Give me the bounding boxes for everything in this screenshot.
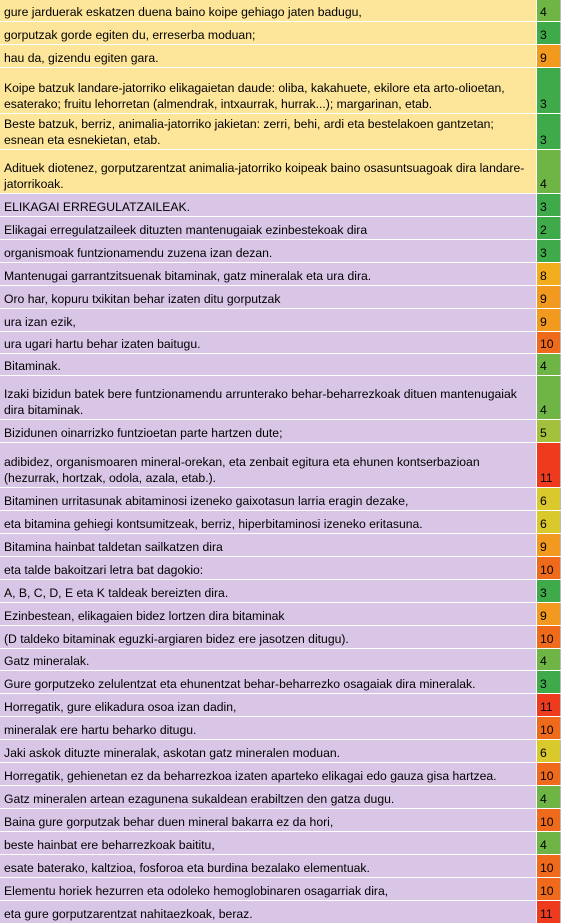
- sentence-cell: [0, 114, 537, 149]
- table-row: [0, 534, 567, 557]
- sentence-cell: [0, 217, 537, 239]
- sentence-text: beste hainbat ere beharrezkoak baititu,: [4, 838, 215, 853]
- score-cell: [537, 45, 561, 67]
- sentence-cell: [0, 45, 537, 67]
- sentence-text: Elikagai erregulatzaileek dituzten mantenugaiak ezinbestekoak dira: [4, 223, 368, 238]
- score-value: 10: [540, 769, 554, 783]
- score-cell: [537, 649, 561, 670]
- sentence-text: Ezinbestean, elikagaien bidez lortzen dira bitaminak: [4, 609, 285, 624]
- sentence-text: esate baterako, kaltzioa, fosforoa eta burdina bezalako elementuak.: [4, 861, 370, 876]
- sentence-cell: [0, 832, 537, 854]
- sentence-cell: [0, 443, 537, 487]
- score-cell: [537, 68, 561, 113]
- sentence-cell: [0, 332, 537, 353]
- table-row: [0, 694, 567, 717]
- sentence-text: adibidez, organismoaren mineral-orekan, eta zenbait egitura eta ehunen kontserbazioan (hezurrak, hortzak, odola, azala, etab.).: [4, 454, 480, 486]
- score-value: 5: [540, 426, 547, 440]
- table-row: [0, 114, 567, 150]
- score-value: 4: [540, 5, 547, 19]
- sentence-cell: [0, 809, 537, 831]
- sentence-cell: [0, 22, 537, 44]
- sentence-cell: [0, 376, 537, 419]
- score-cell: [537, 332, 561, 353]
- sentence-cell: [0, 649, 537, 670]
- table-row: [0, 354, 567, 376]
- score-value: 10: [540, 337, 554, 351]
- score-value: 8: [540, 269, 547, 283]
- sentence-text: eta bitamina gehiegi kontsumitzeak, berriz, hiperbitaminosi izeneko eritasuna.: [4, 517, 423, 532]
- sentence-text: Elementu horiek hezurren eta odoleko hemoglobinaren osagarriak dira,: [4, 884, 389, 899]
- table-row: [0, 240, 567, 263]
- score-cell: [537, 114, 561, 149]
- sentence-cell: [0, 763, 537, 785]
- sentence-text: Bitaminak.: [4, 359, 61, 374]
- sentence-cell: [0, 740, 537, 762]
- sentence-text: Jaki askok dituzte mineralak, askotan gatz mineralen moduan.: [4, 746, 341, 761]
- score-cell: [537, 22, 561, 44]
- score-cell: [537, 240, 561, 262]
- score-cell: [537, 0, 561, 21]
- sentence-text: organismoak funtzionamendu zuzena izan dezan.: [4, 246, 273, 261]
- table-row: [0, 649, 567, 671]
- score-cell: [537, 150, 561, 193]
- table-row: [0, 855, 567, 878]
- table-row: [0, 309, 567, 332]
- score-value: 3: [540, 200, 547, 214]
- sentence-text: Koipe batzuk landare-jatorriko elikagaietan daude: oliba, kakahuete, ekilore eta arto-olioetan, esaterako; fruitu lehorretan (almendrak, intxaurrak, hurrak...); margarinan, etab.: [4, 80, 505, 112]
- sentence-cell: [0, 68, 537, 113]
- sentence-text: hau da, gizendu egiten gara.: [4, 51, 159, 66]
- sentence-cell: [0, 603, 537, 625]
- sentence-text: Beste batzuk, berriz, animalia-jatorriko jakietan: zerri, behi, ardi eta bestelakoen gantzetan; esnean eta esnekietan, etab.: [4, 116, 494, 148]
- score-value: 4: [540, 654, 547, 668]
- sentence-text: gure jarduerak eskatzen duena baino koipe gehiago jaten badugu,: [4, 5, 362, 20]
- sentence-text: mineralak ere hartu beharko ditugu.: [4, 723, 197, 738]
- sentence-cell: [0, 263, 537, 285]
- score-cell: [537, 263, 561, 285]
- score-cell: [537, 488, 561, 510]
- sentence-cell: [0, 511, 537, 533]
- sentence-text: Izaki bizidun batek bere funtzionamendu arrunterako behar-beharrezkoak dituen mantenugaiak dira bitaminak.: [4, 386, 517, 418]
- score-value: 9: [540, 292, 547, 306]
- score-value: 10: [540, 632, 554, 646]
- sentence-text: ura izan ezik,: [4, 315, 76, 330]
- score-value: 6: [540, 517, 547, 531]
- sentence-text: Bitaminen urritasunak abitaminosi izeneko gaixotasun larria eragin dezake,: [4, 494, 409, 509]
- sentence-cell: [0, 194, 537, 216]
- score-cell: [537, 878, 561, 900]
- sentence-cell: [0, 534, 537, 556]
- table-row: [0, 150, 567, 194]
- sentence-text: Bizidunen oinarrizko funtzioetan parte hartzen dute;: [4, 426, 283, 441]
- sentence-text: Adituek diotenez, gorputzarentzat animalia-jatorriko koipeak baino osasuntsuagoak dira landare-jatorrikoak.: [4, 160, 525, 192]
- sentence-cell: [0, 580, 537, 602]
- score-cell: [537, 309, 561, 331]
- score-cell: [537, 580, 561, 602]
- score-cell: [537, 443, 561, 487]
- score-cell: [537, 354, 561, 375]
- score-value: 4: [540, 177, 547, 191]
- sentence-text: ura ugari hartu behar izaten baitugu.: [4, 337, 201, 352]
- sentence-text: ELIKAGAI ERREGULATZAILEAK.: [4, 200, 191, 215]
- sentence-cell: [0, 901, 537, 923]
- score-value: 4: [540, 792, 547, 806]
- sentence-text: gorputzak gorde egiten du, erreserba moduan;: [4, 28, 256, 43]
- score-value: 9: [540, 51, 547, 65]
- sentence-cell: [0, 309, 537, 331]
- score-value: 3: [540, 677, 547, 691]
- sentence-cell: [0, 786, 537, 808]
- table-row: [0, 580, 567, 603]
- table-row: [0, 332, 567, 354]
- score-value: 10: [540, 815, 554, 829]
- table-row: [0, 511, 567, 534]
- sentence-cell: [0, 150, 537, 193]
- score-cell: [537, 217, 561, 239]
- sentence-cell: [0, 286, 537, 308]
- table-row: [0, 557, 567, 580]
- sentence-cell: [0, 420, 537, 442]
- table-row: [0, 717, 567, 740]
- sentence-cell: [0, 717, 537, 739]
- score-cell: [537, 740, 561, 762]
- score-value: 4: [540, 359, 547, 373]
- table-row: [0, 194, 567, 217]
- score-value: 6: [540, 494, 547, 508]
- score-cell: [537, 717, 561, 739]
- sentence-text: Baina gure gorputzak behar duen mineral bakarra ez da hori,: [4, 815, 334, 830]
- sentence-text: Gatz mineralen artean ezagunena sukaldean erabiltzen den gatza dugu.: [4, 792, 395, 807]
- sentence-cell: [0, 855, 537, 877]
- score-cell: [537, 286, 561, 308]
- score-value: 10: [540, 861, 554, 875]
- sentence-text: Bitamina hainbat taldetan sailkatzen dira: [4, 540, 223, 555]
- score-value: 3: [540, 28, 547, 42]
- table-row: [0, 263, 567, 286]
- score-value: 9: [540, 540, 547, 554]
- sentence-cell: [0, 488, 537, 510]
- score-value: 3: [540, 133, 547, 147]
- table-row: [0, 740, 567, 763]
- score-value: 11: [540, 907, 553, 921]
- table-row: [0, 901, 567, 924]
- score-value: 10: [540, 723, 554, 737]
- score-value: 3: [540, 97, 547, 111]
- score-value: 10: [540, 563, 554, 577]
- sentence-cell: [0, 0, 537, 21]
- sentence-cell: [0, 240, 537, 262]
- score-cell: [537, 626, 561, 648]
- score-value: 4: [540, 838, 547, 852]
- score-value: 11: [540, 700, 553, 714]
- sentence-text: Oro har, kopuru txikitan behar izaten ditu gorputzak: [4, 292, 281, 307]
- score-value: 9: [540, 315, 547, 329]
- table-row: [0, 626, 567, 649]
- sentence-text: (D taldeko bitaminak eguzki-argiaren bidez ere jasotzen ditugu).: [4, 632, 349, 647]
- sentence-text: Gure gorputzeko zelulentzat eta ehunentzat behar-beharrezko osagaiak dira mineralak.: [4, 677, 476, 692]
- table-row: [0, 878, 567, 901]
- table-row: [0, 45, 567, 68]
- score-cell: [537, 511, 561, 533]
- sentence-text: eta talde bakoitzari letra bat dagokio:: [4, 563, 204, 578]
- sentence-cell: [0, 626, 537, 648]
- sentence-text: Mantenugai garrantzitsuenak bitaminak, gatz mineralak eta ura dira.: [4, 269, 372, 284]
- sentence-cell: [0, 354, 537, 375]
- table-row: [0, 286, 567, 309]
- score-cell: [537, 534, 561, 556]
- table-row: [0, 786, 567, 809]
- sentence-text: A, B, C, D, E eta K taldeak bereizten dira.: [4, 586, 229, 601]
- score-value: 2: [540, 223, 547, 237]
- sentence-cell: [0, 671, 537, 693]
- table-row: [0, 443, 567, 488]
- table-row: [0, 809, 567, 832]
- table-row: [0, 68, 567, 114]
- score-value: 6: [540, 746, 547, 760]
- table-row: [0, 217, 567, 240]
- table-row: [0, 671, 567, 694]
- table-row: [0, 603, 567, 626]
- score-value: 4: [540, 403, 547, 417]
- score-cell: [537, 832, 561, 854]
- sentence-cell: [0, 694, 537, 716]
- sentence-text: Horregatik, gehienetan ez da beharrezkoa izaten aparteko elikagai edo gauza gisa hartzea.: [4, 769, 497, 784]
- score-cell: [537, 786, 561, 808]
- sentence-cell: [0, 878, 537, 900]
- sentence-text: Horregatik, gure elikadura osoa izan dadin,: [4, 700, 237, 715]
- score-cell: [537, 420, 561, 442]
- sentence-text: eta gure gorputzarentzat nahitaezkoak, beraz.: [4, 907, 253, 922]
- table-row: [0, 420, 567, 443]
- score-value: 9: [540, 609, 547, 623]
- score-cell: [537, 901, 561, 923]
- score-value: 11: [540, 471, 553, 485]
- score-cell: [537, 809, 561, 831]
- table-row: [0, 0, 567, 22]
- table-row: [0, 488, 567, 511]
- table-row: [0, 832, 567, 855]
- table-row: [0, 376, 567, 420]
- score-cell: [537, 694, 561, 716]
- score-cell: [537, 376, 561, 419]
- table-row: [0, 22, 567, 45]
- sentence-text: Gatz mineralak.: [4, 654, 90, 669]
- score-cell: [537, 763, 561, 785]
- score-value: 3: [540, 586, 547, 600]
- score-cell: [537, 194, 561, 216]
- score-value: 10: [540, 884, 554, 898]
- score-cell: [537, 855, 561, 877]
- score-value: 3: [540, 246, 547, 260]
- score-cell: [537, 557, 561, 579]
- sentence-cell: [0, 557, 537, 579]
- table-row: [0, 763, 567, 786]
- score-cell: [537, 603, 561, 625]
- score-cell: [537, 671, 561, 693]
